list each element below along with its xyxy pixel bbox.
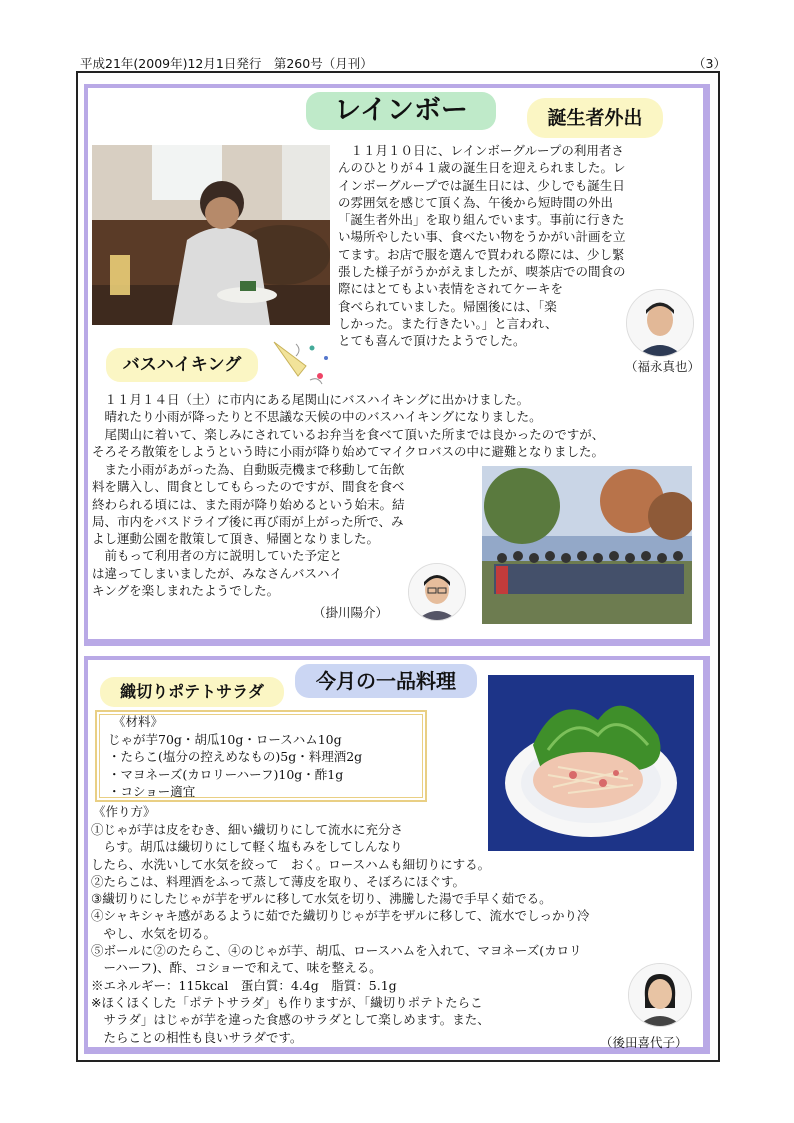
birthday-outing-label: 誕生者外出 bbox=[527, 98, 663, 138]
dish-name: 織切りポテトサラダ bbox=[100, 677, 284, 707]
fukunaga-portrait bbox=[626, 289, 694, 357]
recipe-author: （後田喜代子） bbox=[600, 1035, 688, 1050]
bus-hiking-label: バスハイキング bbox=[106, 348, 258, 382]
recipe-section-title: 今月の一品料理 bbox=[295, 664, 477, 698]
bus-article-text: また小雨があがった為、自動販売機まで移動して缶飲 料を購入し、間食としてもらったのですが、間食を食べ 終わられる頃には、また雨が降り始めるという始末。結 局、市内をバスドライブ後に再び雨が上がった所で、み よし運動公園を散策して頂き、帰園となりました。 前もって利用者の方に説明していた予定と は違ってしまいましたが、みなさんバスハイ キングを楽しまれたようでした。 bbox=[92, 462, 405, 599]
method-label: 《作り方》 bbox=[93, 804, 156, 819]
ingredients-list: じゃが芋70g・胡瓜10g・ロースハム10g ・たらこ(塩分の控えめなもの)5g・料理酒2g ・マヨネーズ(カロリーハーフ)10g・酢1g ・コショー適宜 bbox=[108, 732, 363, 799]
bus-article-intro: １１月１４日（土）に市内にある尾関山にバスハイキングに出かけました。 晴れたり小雨が降ったりと不思議な天候の中のバスハイキングになりました。 尾関山に着いて、楽しみにされているお弁当を食べて頂いた所までは良かったのですが、 そろそろ散策をしようという時に小雨が降り始めてマイクロバスの中に避難となりました。 bbox=[92, 392, 605, 459]
rainbow-author: （福永真也） bbox=[625, 359, 701, 374]
ushiroda-portrait bbox=[628, 963, 692, 1027]
page-number: （3） bbox=[693, 56, 726, 71]
rainbow-title: レインボー bbox=[306, 92, 496, 130]
cafe-photo bbox=[92, 145, 330, 325]
ingredients-label: 《材料》 bbox=[113, 714, 164, 729]
kakegawa-portrait bbox=[408, 563, 466, 621]
rainbow-article-text: １１月１０日に、レインボーグループの利用者さ んのひとりが４１歳の誕生日を迎えられました。レ インボーグループでは誕生日には、少しでも誕生日 の雰囲気を感じて頂く為、午後から短時間の外出 「誕生者外出」を取り組んでいます。事前に行きた い場所やしたい事、食べたい物をうかがい計画を立 てます。お店で服を選んで買われる際には、少し緊 張した様子がうかがえましたが、喫茶店での間食の 際にはとてもよい表情をされてケーキを 食べられていました。帰園後には、「楽 しかった。また行きたい。」と言われ、 とても喜んで頂けたようでした。 bbox=[338, 143, 626, 349]
group-photo bbox=[482, 466, 692, 624]
method-steps: ①じゃが芋は皮をむき、細い繊切りにして流水に充分さ らす。胡瓜は繊切りにして軽く塩もみをしてしんなり したら、水洗いして水気を絞って おく。ロースハムも細切りにする。 ②たらこは、料理酒をふって蒸して薄皮を取り、そぼろにほぐす。 ③繊切りにしたじゃが芋をザルに移して水気を切り、沸騰した湯で手早く茹でる。 ④シャキシャキ感があるように茹でた繊切りじゃが芋をザルに移して、流水でしっかり冷 やし、水気を切る。 ⑤ボールに②のたらこ、④のじゃが芋、胡瓜、ロースハムを入れて、マヨネーズ(カロリ ーハーフ)、酢、コショーで和えて、味を整える。 ※エネルギー：115kcal 蛋白質：4.4g 脂質：5.1g ※ほくほくした「ポテトサラダ」も作りますが、「繊切りポテトたらこ サラダ」はじゃが芋を違った食感のサラダとして楽しめます。また、 たらことの相性も良いサラダです。 bbox=[91, 822, 590, 1045]
bus-author: （掛川陽介） bbox=[313, 605, 389, 620]
issue-info: 平成21年(2009年)12月1日発行 第260号（月刊） bbox=[80, 56, 373, 71]
party-popper-icon bbox=[266, 336, 336, 388]
